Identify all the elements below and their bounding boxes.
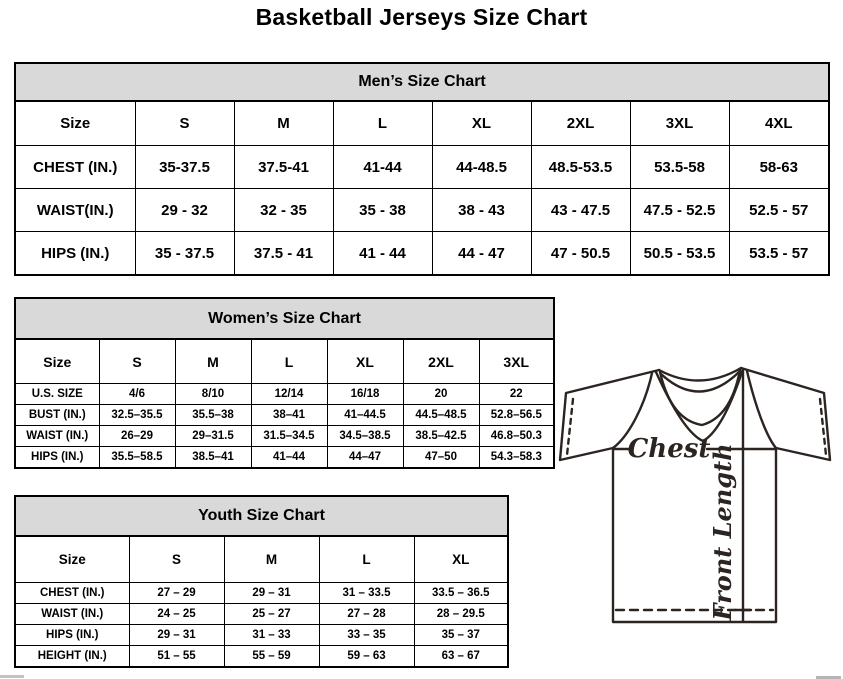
womens-bust-row xyxy=(15,405,554,426)
cell: 47–50 xyxy=(403,447,479,469)
cell: 52.8–56.5 xyxy=(479,405,554,426)
cell: 8/10 xyxy=(175,384,251,405)
mens-chart-title: Men’s Size Chart xyxy=(15,63,829,101)
cell: 12/14 xyxy=(251,384,327,405)
mens-chest-row xyxy=(15,146,829,189)
youth-waist-row xyxy=(15,604,508,625)
mens-header-row xyxy=(15,101,829,146)
womens-header-xl: XL xyxy=(327,339,403,384)
cell: 35 - 37.5 xyxy=(135,232,234,276)
mens-header-3xl: 3XL xyxy=(630,101,729,146)
cell: 38 - 43 xyxy=(432,189,531,232)
row-label: HIPS (IN.) xyxy=(15,447,99,469)
youth-header-s: S xyxy=(129,536,224,583)
cell: 32.5–35.5 xyxy=(99,405,175,426)
cell: 29 – 31 xyxy=(224,583,319,604)
cell: 52.5 - 57 xyxy=(729,189,829,232)
jersey-icon xyxy=(556,360,838,628)
cell: 35.5–58.5 xyxy=(99,447,175,469)
womens-header-size: Size xyxy=(15,339,99,384)
cell: 29 - 32 xyxy=(135,189,234,232)
mens-hips-row xyxy=(15,232,829,276)
row-label: HEIGHT (IN.) xyxy=(15,646,129,668)
youth-header-xl: XL xyxy=(414,536,508,583)
cell: 44 - 47 xyxy=(432,232,531,276)
cell: 31 – 33 xyxy=(224,625,319,646)
row-label: BUST (IN.) xyxy=(15,405,99,426)
row-label: HIPS (IN.) xyxy=(15,625,129,646)
cell: 50.5 - 53.5 xyxy=(630,232,729,276)
cell: 47.5 - 52.5 xyxy=(630,189,729,232)
cell: 51 – 55 xyxy=(129,646,224,668)
youth-chart-title: Youth Size Chart xyxy=(15,496,508,536)
cell: 28 – 29.5 xyxy=(414,604,508,625)
womens-size-chart-table xyxy=(14,297,555,469)
womens-header-l: L xyxy=(251,339,327,384)
cell: 63 – 67 xyxy=(414,646,508,668)
cell: 24 – 25 xyxy=(129,604,224,625)
row-label: CHEST (IN.) xyxy=(15,583,129,604)
page-title: Basketball Jerseys Size Chart xyxy=(255,4,588,30)
youth-header-m: M xyxy=(224,536,319,583)
womens-header-s: S xyxy=(99,339,175,384)
cell: 54.3–58.3 xyxy=(479,447,554,469)
cell: 35 – 37 xyxy=(414,625,508,646)
cell: 44-48.5 xyxy=(432,146,531,189)
cell: 33.5 – 36.5 xyxy=(414,583,508,604)
youth-size-chart-table xyxy=(14,495,509,668)
cell: 20 xyxy=(403,384,479,405)
youth-hips-row xyxy=(15,625,508,646)
cell: 16/18 xyxy=(327,384,403,405)
cell: 38.5–41 xyxy=(175,447,251,469)
mens-header-s: S xyxy=(135,101,234,146)
womens-waist-row xyxy=(15,426,554,447)
cell: 4/6 xyxy=(99,384,175,405)
cell: 41 - 44 xyxy=(333,232,432,276)
cell: 38.5–42.5 xyxy=(403,426,479,447)
cell: 44–47 xyxy=(327,447,403,469)
cell: 41–44 xyxy=(251,447,327,469)
cell: 55 – 59 xyxy=(224,646,319,668)
cell: 59 – 63 xyxy=(319,646,414,668)
cell: 31.5–34.5 xyxy=(251,426,327,447)
womens-header-3xl: 3XL xyxy=(479,339,554,384)
cell: 26–29 xyxy=(99,426,175,447)
cell: 31 – 33.5 xyxy=(319,583,414,604)
cell: 53.5 - 57 xyxy=(729,232,829,276)
cell: 35 - 38 xyxy=(333,189,432,232)
cell: 47 - 50.5 xyxy=(531,232,630,276)
row-label: U.S. SIZE xyxy=(15,384,99,405)
row-label: WAIST (IN.) xyxy=(15,426,99,447)
cell: 29–31.5 xyxy=(175,426,251,447)
cell: 46.8–50.3 xyxy=(479,426,554,447)
row-label: WAIST (IN.) xyxy=(15,604,129,625)
front-length-label: Front Length xyxy=(708,443,737,621)
mens-header-m: M xyxy=(234,101,333,146)
cell: 25 – 27 xyxy=(224,604,319,625)
cell: 41-44 xyxy=(333,146,432,189)
womens-chart-title: Women’s Size Chart xyxy=(15,298,554,339)
cell: 27 – 28 xyxy=(319,604,414,625)
womens-header-row xyxy=(15,339,554,384)
youth-header-l: L xyxy=(319,536,414,583)
cell: 22 xyxy=(479,384,554,405)
womens-header-2xl: 2XL xyxy=(403,339,479,384)
chest-label: Chest xyxy=(627,434,711,464)
youth-header-row xyxy=(15,536,508,583)
cell: 35.5–38 xyxy=(175,405,251,426)
row-label: CHEST (IN.) xyxy=(15,146,135,189)
mens-waist-row xyxy=(15,189,829,232)
mens-header-4xl: 4XL xyxy=(729,101,829,146)
jersey-measurement-diagram xyxy=(556,360,838,628)
cell: 32 - 35 xyxy=(234,189,333,232)
mens-header-size: Size xyxy=(15,101,135,146)
cell: 29 – 31 xyxy=(129,625,224,646)
cell: 41–44.5 xyxy=(327,405,403,426)
womens-hips-row xyxy=(15,447,554,469)
scrollbar-fragment-left[interactable] xyxy=(0,675,24,678)
cell: 53.5-58 xyxy=(630,146,729,189)
cell: 58-63 xyxy=(729,146,829,189)
mens-header-2xl: 2XL xyxy=(531,101,630,146)
cell: 37.5-41 xyxy=(234,146,333,189)
youth-header-size: Size xyxy=(15,536,129,583)
cell: 43 - 47.5 xyxy=(531,189,630,232)
youth-chest-row xyxy=(15,583,508,604)
cell: 38–41 xyxy=(251,405,327,426)
mens-header-l: L xyxy=(333,101,432,146)
cell: 44.5–48.5 xyxy=(403,405,479,426)
cell: 35-37.5 xyxy=(135,146,234,189)
womens-header-m: M xyxy=(175,339,251,384)
cell: 27 – 29 xyxy=(129,583,224,604)
mens-header-xl: XL xyxy=(432,101,531,146)
womens-ussize-row xyxy=(15,384,554,405)
cell: 34.5–38.5 xyxy=(327,426,403,447)
row-label: HIPS (IN.) xyxy=(15,232,135,276)
cell: 48.5-53.5 xyxy=(531,146,630,189)
cell: 33 – 35 xyxy=(319,625,414,646)
cell: 37.5 - 41 xyxy=(234,232,333,276)
mens-size-chart-table xyxy=(14,62,830,276)
row-label: WAIST(IN.) xyxy=(15,189,135,232)
youth-height-row xyxy=(15,646,508,668)
